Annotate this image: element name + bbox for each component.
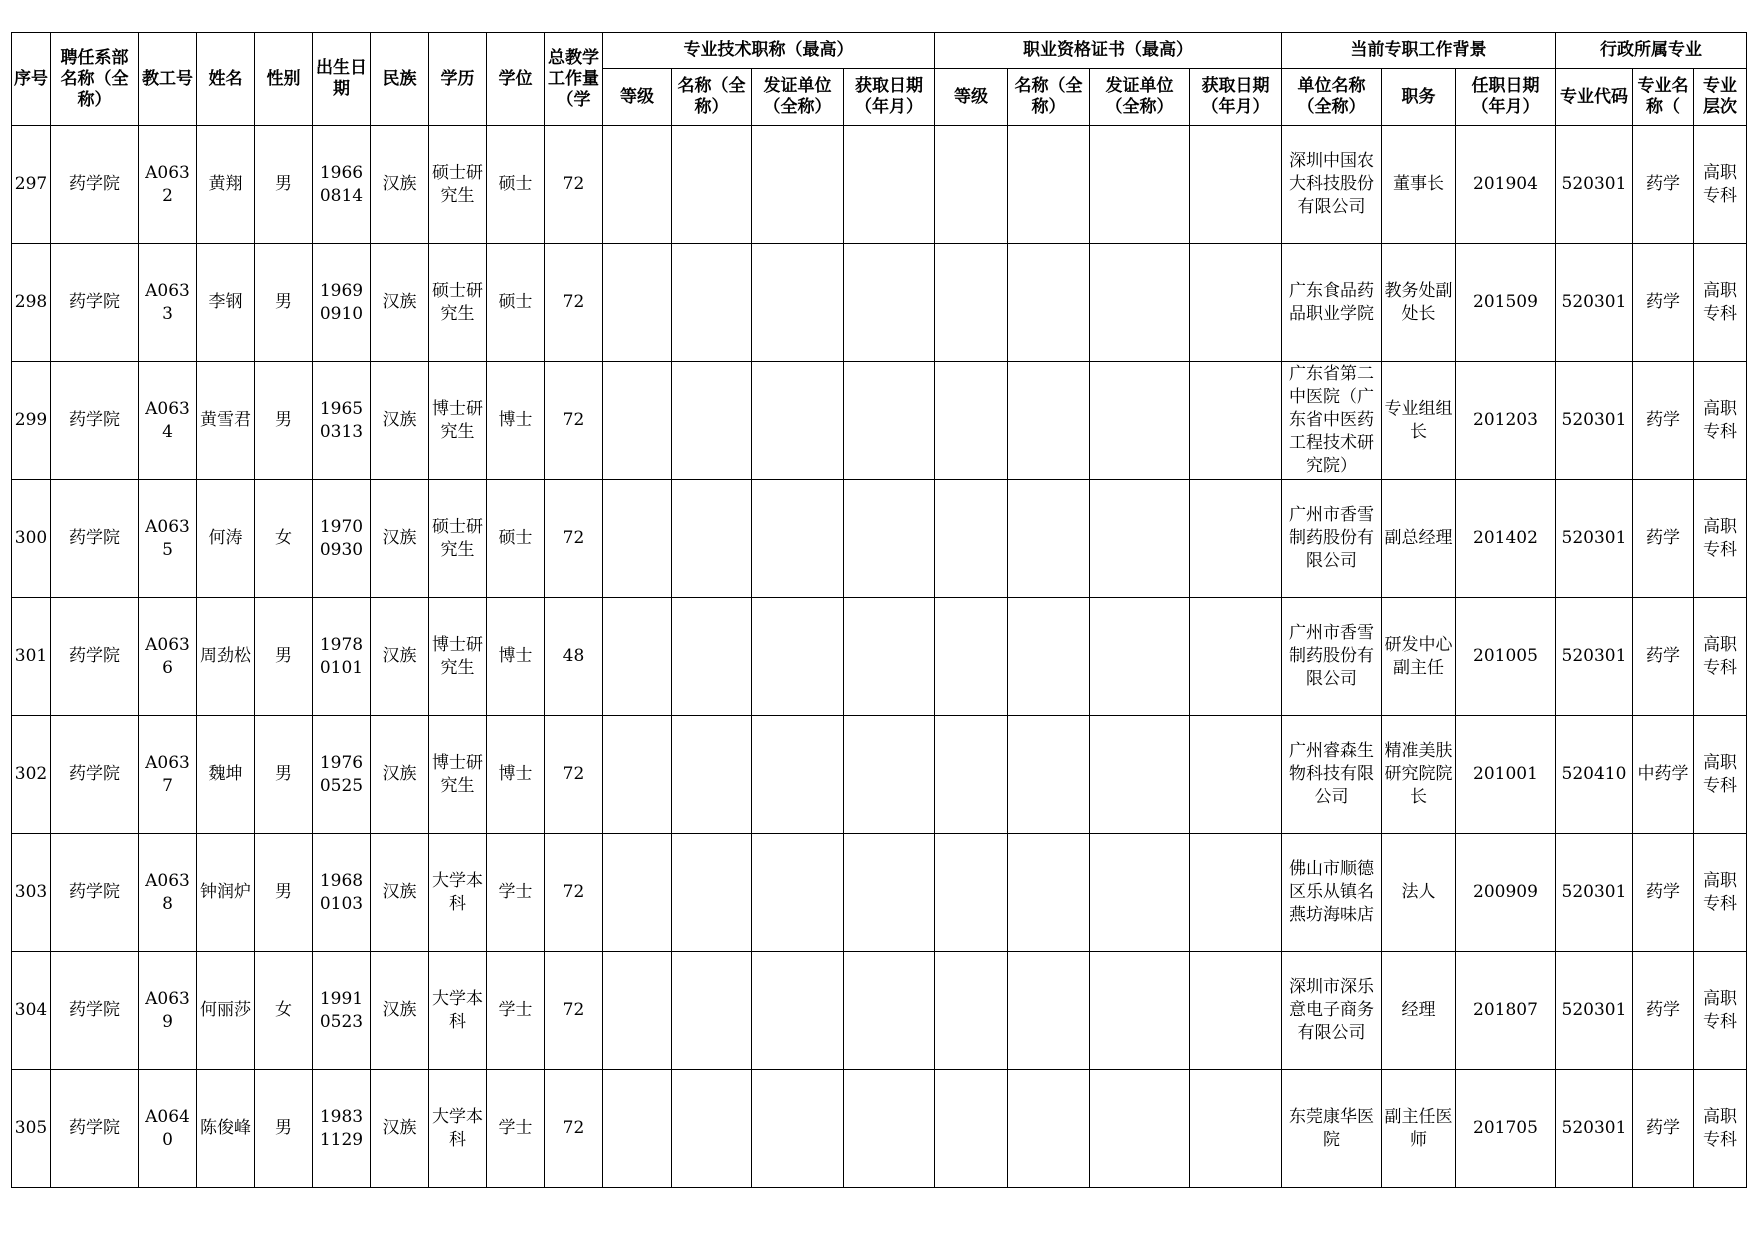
cell-major-level: 高职专科: [1694, 480, 1747, 598]
cell-name: 钟润炉: [197, 834, 255, 952]
cell-education: 博士研究生: [429, 598, 487, 716]
cell-cert-date: [1190, 480, 1282, 598]
col-title-issuer-header: 发证单位（全称）: [752, 69, 844, 126]
cell-ethnicity: 汉族: [371, 952, 429, 1070]
cell-name: 何涛: [197, 480, 255, 598]
cell-cert-issuer: [1090, 480, 1190, 598]
cell-cert-issuer: [1090, 716, 1190, 834]
cell-department: 药学院: [51, 362, 139, 480]
cell-cert-date: [1190, 244, 1282, 362]
cell-department: 药学院: [51, 952, 139, 1070]
cell-department: 药学院: [51, 1070, 139, 1188]
col-birth-header: 出生日期: [313, 33, 371, 126]
table-row: [12, 716, 1747, 834]
table-body: [12, 126, 1747, 1188]
cell-job-position: 研发中心副主任: [1382, 598, 1456, 716]
group-professional-title-header: 专业技术职称（最高）: [603, 33, 935, 69]
col-ethnicity-header: 民族: [371, 33, 429, 126]
cell-education: 硕士研究生: [429, 126, 487, 244]
cell-major-name: 药学: [1633, 952, 1694, 1070]
cell-title-issuer: [752, 716, 844, 834]
cell-ethnicity: 汉族: [371, 1070, 429, 1188]
cell-education: 博士研究生: [429, 362, 487, 480]
cell-birth: 19690910: [313, 244, 371, 362]
cell-workload: 72: [545, 716, 603, 834]
cell-staff-no: A0640: [139, 1070, 197, 1188]
cell-cert-date: [1190, 952, 1282, 1070]
cell-gender: 女: [255, 952, 313, 1070]
cell-education: 大学本科: [429, 834, 487, 952]
cell-gender: 男: [255, 834, 313, 952]
cell-department: 药学院: [51, 716, 139, 834]
cell-title-name: [672, 716, 752, 834]
group-qualification-cert-header: 职业资格证书（最高）: [935, 33, 1282, 69]
cell-birth: 19660814: [313, 126, 371, 244]
col-major-name-header-text: 专业名称（: [1637, 76, 1689, 117]
cell-major-name: 药学: [1633, 126, 1694, 244]
cell-cert-name: [1008, 362, 1090, 480]
cell-gender: 男: [255, 716, 313, 834]
cell-job-date: 201807: [1456, 952, 1556, 1070]
cell-gender: 男: [255, 126, 313, 244]
col-job-org-header: 单位名称（全称）: [1282, 69, 1382, 126]
col-major-code-header: 专业代码: [1556, 69, 1633, 126]
cell-cert-name: [1008, 1070, 1090, 1188]
cell-job-position: 经理: [1382, 952, 1456, 1070]
table-row: [12, 834, 1747, 952]
cell-title-date: [844, 244, 935, 362]
cell-title-level: [603, 1070, 672, 1188]
cell-cert-level: [935, 598, 1008, 716]
cell-workload: 72: [545, 952, 603, 1070]
cell-staff-no: A0634: [139, 362, 197, 480]
cell-seq: 305: [12, 1070, 51, 1188]
cell-cert-name: [1008, 952, 1090, 1070]
col-cert-date-header: 获取日期（年月）: [1190, 69, 1282, 126]
cell-workload: 72: [545, 480, 603, 598]
cell-cert-issuer: [1090, 598, 1190, 716]
table-row: [12, 1070, 1747, 1188]
cell-education: 大学本科: [429, 1070, 487, 1188]
cell-major-code: 520301: [1556, 834, 1633, 952]
cell-staff-no: A0632: [139, 126, 197, 244]
table-header: [12, 33, 1747, 126]
cell-major-name: 中药学: [1633, 716, 1694, 834]
cell-major-level: 高职专科: [1694, 126, 1747, 244]
cell-major-level: 高职专科: [1694, 244, 1747, 362]
cell-job-date: 201005: [1456, 598, 1556, 716]
cell-cert-level: [935, 244, 1008, 362]
cell-major-code: 520301: [1556, 244, 1633, 362]
cell-department: 药学院: [51, 244, 139, 362]
cell-title-name: [672, 244, 752, 362]
cell-title-name: [672, 598, 752, 716]
col-title-level-header: 等级: [603, 69, 672, 126]
cell-job-date: 200909: [1456, 834, 1556, 952]
cell-birth: 19650313: [313, 362, 371, 480]
cell-name: 黄翔: [197, 126, 255, 244]
cell-degree: 硕士: [487, 126, 545, 244]
cell-cert-level: [935, 1070, 1008, 1188]
cell-job-position: 法人: [1382, 834, 1456, 952]
cell-job-position: 精准美肤研究院院长: [1382, 716, 1456, 834]
cell-cert-date: [1190, 598, 1282, 716]
cell-ethnicity: 汉族: [371, 834, 429, 952]
col-cert-level-header: 等级: [935, 69, 1008, 126]
cell-title-name: [672, 480, 752, 598]
cell-cert-date: [1190, 1070, 1282, 1188]
cell-title-date: [844, 480, 935, 598]
cell-seq: 300: [12, 480, 51, 598]
cell-major-level: 高职专科: [1694, 834, 1747, 952]
cell-title-issuer: [752, 1070, 844, 1188]
col-name-header: 姓名: [197, 33, 255, 126]
cell-ethnicity: 汉族: [371, 126, 429, 244]
cell-department: 药学院: [51, 126, 139, 244]
cell-major-code: 520410: [1556, 716, 1633, 834]
cell-title-name: [672, 362, 752, 480]
cell-title-level: [603, 716, 672, 834]
cell-education: 大学本科: [429, 952, 487, 1070]
cell-title-issuer: [752, 244, 844, 362]
group-current-job-header: 当前专职工作背景: [1282, 33, 1556, 69]
cell-workload: 72: [545, 362, 603, 480]
cell-name: 魏坤: [197, 716, 255, 834]
cell-degree: 博士: [487, 362, 545, 480]
cell-name: 何丽莎: [197, 952, 255, 1070]
cell-birth: 19780101: [313, 598, 371, 716]
cell-cert-level: [935, 480, 1008, 598]
cell-name: 陈俊峰: [197, 1070, 255, 1188]
cell-cert-issuer: [1090, 952, 1190, 1070]
cell-workload: 72: [545, 126, 603, 244]
cell-job-date: 201509: [1456, 244, 1556, 362]
cell-cert-date: [1190, 362, 1282, 480]
cell-ethnicity: 汉族: [371, 244, 429, 362]
cell-gender: 男: [255, 598, 313, 716]
cell-title-date: [844, 834, 935, 952]
cell-major-name: 药学: [1633, 1070, 1694, 1188]
cell-job-position: 副总经理: [1382, 480, 1456, 598]
cell-cert-level: [935, 362, 1008, 480]
cell-gender: 男: [255, 1070, 313, 1188]
col-cert-issuer-header: 发证单位（全称）: [1090, 69, 1190, 126]
cell-seq: 298: [12, 244, 51, 362]
cell-title-date: [844, 716, 935, 834]
col-title-date-header: 获取日期（年月）: [844, 69, 935, 126]
cell-department: 药学院: [51, 834, 139, 952]
col-education-header: 学历: [429, 33, 487, 126]
cell-job-position: 专业组组长: [1382, 362, 1456, 480]
cell-seq: 297: [12, 126, 51, 244]
cell-degree: 学士: [487, 834, 545, 952]
cell-staff-no: A0635: [139, 480, 197, 598]
cell-birth: 19700930: [313, 480, 371, 598]
cell-cert-date: [1190, 716, 1282, 834]
cell-cert-name: [1008, 480, 1090, 598]
cell-staff-no: A0638: [139, 834, 197, 952]
cell-job-date: 201904: [1456, 126, 1556, 244]
cell-gender: 男: [255, 244, 313, 362]
col-gender-header: 性别: [255, 33, 313, 126]
cell-cert-issuer: [1090, 1070, 1190, 1188]
col-workload-header-text: 总教学工作量（学: [548, 47, 599, 110]
col-title-name-header: 名称（全称）: [672, 69, 752, 126]
table-row: [12, 244, 1747, 362]
cell-job-org: 广州市香雪制药股份有限公司: [1282, 480, 1382, 598]
cell-title-issuer: [752, 952, 844, 1070]
cell-title-level: [603, 362, 672, 480]
col-workload-header: [545, 33, 603, 126]
cell-title-date: [844, 598, 935, 716]
cell-name: 黄雪君: [197, 362, 255, 480]
col-seq-header: 序号: [12, 33, 51, 126]
cell-job-date: 201001: [1456, 716, 1556, 834]
cell-title-date: [844, 952, 935, 1070]
cell-cert-issuer: [1090, 126, 1190, 244]
cell-major-code: 520301: [1556, 480, 1633, 598]
cell-cert-name: [1008, 598, 1090, 716]
cell-degree: 学士: [487, 1070, 545, 1188]
group-admin-major-header: 行政所属专业: [1556, 33, 1747, 69]
cell-job-position: 教务处副处长: [1382, 244, 1456, 362]
cell-title-name: [672, 952, 752, 1070]
cell-gender: 女: [255, 480, 313, 598]
cell-education: 博士研究生: [429, 716, 487, 834]
cell-title-issuer: [752, 834, 844, 952]
cell-seq: 299: [12, 362, 51, 480]
cell-title-level: [603, 480, 672, 598]
col-department-header: 聘任系部名称（全称）: [51, 33, 139, 126]
cell-education: 硕士研究生: [429, 480, 487, 598]
cell-title-date: [844, 126, 935, 244]
cell-job-position: 董事长: [1382, 126, 1456, 244]
cell-title-date: [844, 362, 935, 480]
cell-cert-name: [1008, 126, 1090, 244]
cell-major-code: 520301: [1556, 598, 1633, 716]
cell-job-org: 广东省第二中医院（广东省中医药工程技术研究院）: [1282, 362, 1382, 480]
cell-ethnicity: 汉族: [371, 480, 429, 598]
cell-staff-no: A0633: [139, 244, 197, 362]
cell-major-level: 高职专科: [1694, 1070, 1747, 1188]
cell-workload: 72: [545, 1070, 603, 1188]
cell-job-org: 广州市香雪制药股份有限公司: [1282, 598, 1382, 716]
cell-department: 药学院: [51, 480, 139, 598]
cell-job-org: 广东食品药品职业学院: [1282, 244, 1382, 362]
cell-name: 周劲松: [197, 598, 255, 716]
cell-ethnicity: 汉族: [371, 598, 429, 716]
cell-major-level: 高职专科: [1694, 362, 1747, 480]
cell-seq: 304: [12, 952, 51, 1070]
cell-workload: 48: [545, 598, 603, 716]
cell-cert-name: [1008, 716, 1090, 834]
cell-workload: 72: [545, 834, 603, 952]
cell-job-org: 广州睿森生物科技有限公司: [1282, 716, 1382, 834]
cell-major-code: 520301: [1556, 362, 1633, 480]
cell-cert-issuer: [1090, 834, 1190, 952]
table-row: [12, 598, 1747, 716]
col-job-position-header: 职务: [1382, 69, 1456, 126]
col-degree-header: 学位: [487, 33, 545, 126]
cell-major-code: 520301: [1556, 1070, 1633, 1188]
cell-cert-level: [935, 126, 1008, 244]
cell-title-issuer: [752, 480, 844, 598]
table-row: [12, 362, 1747, 480]
cell-job-org: 佛山市顺德区乐从镇名燕坊海味店: [1282, 834, 1382, 952]
cell-birth: 19680103: [313, 834, 371, 952]
cell-degree: 博士: [487, 716, 545, 834]
cell-title-issuer: [752, 362, 844, 480]
cell-cert-date: [1190, 834, 1282, 952]
cell-ethnicity: 汉族: [371, 362, 429, 480]
cell-job-date: 201402: [1456, 480, 1556, 598]
col-cert-name-header: 名称（全称）: [1008, 69, 1090, 126]
table-row: [12, 126, 1747, 244]
cell-staff-no: A0636: [139, 598, 197, 716]
cell-seq: 301: [12, 598, 51, 716]
cell-major-name: 药学: [1633, 480, 1694, 598]
cell-major-level: 高职专科: [1694, 952, 1747, 1070]
cell-degree: 硕士: [487, 480, 545, 598]
cell-cert-name: [1008, 244, 1090, 362]
cell-cert-issuer: [1090, 362, 1190, 480]
table-row: [12, 480, 1747, 598]
cell-cert-issuer: [1090, 244, 1190, 362]
cell-ethnicity: 汉族: [371, 716, 429, 834]
cell-job-org: 深圳中国农大科技股份有限公司: [1282, 126, 1382, 244]
cell-cert-level: [935, 716, 1008, 834]
cell-seq: 302: [12, 716, 51, 834]
cell-major-level: 高职专科: [1694, 716, 1747, 834]
header-row-1: [12, 33, 1747, 69]
cell-name: 李钢: [197, 244, 255, 362]
cell-workload: 72: [545, 244, 603, 362]
cell-major-code: 520301: [1556, 126, 1633, 244]
cell-major-name: 药学: [1633, 834, 1694, 952]
cell-birth: 19831129: [313, 1070, 371, 1188]
cell-job-date: 201203: [1456, 362, 1556, 480]
cell-major-code: 520301: [1556, 952, 1633, 1070]
cell-degree: 硕士: [487, 244, 545, 362]
cell-title-level: [603, 952, 672, 1070]
cell-title-name: [672, 1070, 752, 1188]
cell-job-date: 201705: [1456, 1070, 1556, 1188]
cell-title-issuer: [752, 598, 844, 716]
cell-job-org: 东莞康华医院: [1282, 1070, 1382, 1188]
cell-title-name: [672, 834, 752, 952]
cell-title-level: [603, 598, 672, 716]
cell-education: 硕士研究生: [429, 244, 487, 362]
cell-major-name: 药学: [1633, 362, 1694, 480]
cell-cert-name: [1008, 834, 1090, 952]
cell-department: 药学院: [51, 598, 139, 716]
table-row: [12, 952, 1747, 1070]
col-major-level-header: 专业层次: [1694, 69, 1747, 126]
cell-gender: 男: [255, 362, 313, 480]
col-staff-no-header: 教工号: [139, 33, 197, 126]
cell-title-date: [844, 1070, 935, 1188]
col-job-date-header: 任职日期（年月）: [1456, 69, 1556, 126]
cell-major-name: 药学: [1633, 598, 1694, 716]
cell-title-name: [672, 126, 752, 244]
cell-job-org: 深圳市深乐意电子商务有限公司: [1282, 952, 1382, 1070]
cell-cert-level: [935, 952, 1008, 1070]
cell-title-level: [603, 244, 672, 362]
cell-title-level: [603, 126, 672, 244]
cell-title-level: [603, 834, 672, 952]
cell-job-position: 副主任医师: [1382, 1070, 1456, 1188]
cell-staff-no: A0637: [139, 716, 197, 834]
cell-major-name: 药学: [1633, 244, 1694, 362]
cell-major-level: 高职专科: [1694, 598, 1747, 716]
cell-degree: 学士: [487, 952, 545, 1070]
staff-roster-table: [11, 32, 1747, 1188]
cell-birth: 19760525: [313, 716, 371, 834]
cell-birth: 19910523: [313, 952, 371, 1070]
cell-cert-level: [935, 834, 1008, 952]
cell-cert-date: [1190, 126, 1282, 244]
cell-seq: 303: [12, 834, 51, 952]
col-major-name-header: [1633, 69, 1694, 126]
cell-degree: 博士: [487, 598, 545, 716]
cell-staff-no: A0639: [139, 952, 197, 1070]
cell-title-issuer: [752, 126, 844, 244]
